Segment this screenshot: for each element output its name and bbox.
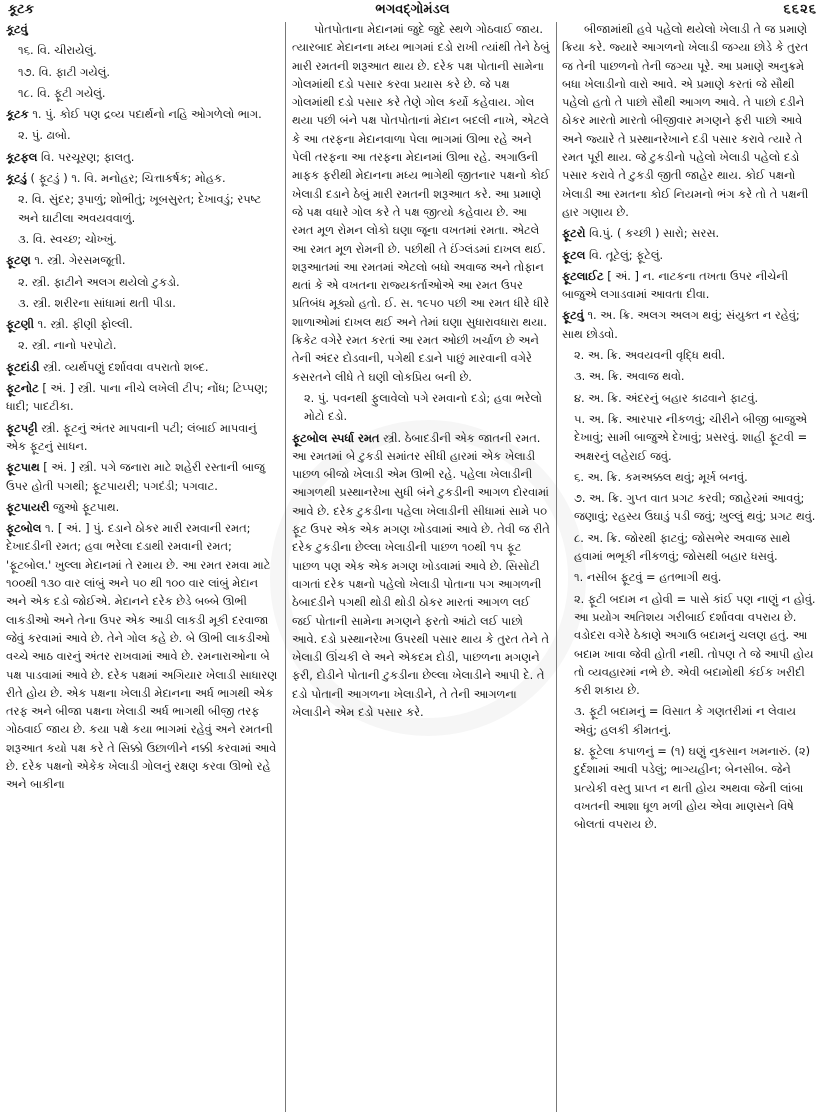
headword: કૂટફલ bbox=[6, 149, 38, 164]
definition-text: ૩. અ. ક્રિ. અવાજ થવો. bbox=[574, 369, 685, 384]
dictionary-entry bbox=[292, 429, 550, 722]
definition-text: ૨. ફૂટી બદામ ન હોવી = પાસે કાંઈ પણ નાણું ન હોવું. આ પ્રયોગ અતિશય ગરીબાઈ દર્શાવવા વપરાય છે. વડોદરા વગેરે ઠેકાણે અગાઉ બદામનું ચલણ હતું. આ બદામ ખાવા જેવી હોતી નથી. તોપણ તે જે આપી હોય તો વ્યવહારમાં નભે છે. એવી બદામોથી કંઈક ખરીદી કરી શકાય છે. bbox=[574, 591, 816, 698]
dictionary-entry bbox=[6, 148, 278, 166]
definition-text: ૧. પું. કોઈ પણ દ્રવ્ય પદાર્થનો નહિ ઓગળેલો ભાગ. bbox=[28, 107, 262, 122]
headword: કૂટડું bbox=[6, 171, 27, 186]
dictionary-entry bbox=[562, 267, 820, 304]
headword: ફૂટપાથ bbox=[6, 460, 40, 475]
dictionary-entry bbox=[6, 458, 278, 495]
definition-text: ૧. [ અં. ] પું. દડાને ઠોકર મારી રમવાની રમત; દેખાદડીની રમત; હવા ભરેલા દડાથી રમવાની રમત; 'ફૂટબોલ.' ખુલ્લા મેદાનમાં તે રમાય છે. આ રમત રમવા માટે ૧૦૦થી ૧૩૦ વાર લાંબું અને ૫૦ થી ૧૦૦ વાર લાંબું મેદાન અને એક દડો જોઈએ. મેદાનને દરેક છેડે બબ્બે ઊભી લાકડીઓ અને તેના ઉપર એક આડી લાકડી મૂકી દરવાજા જેવું કરવામાં આવે છે. તેને ગોલ કહે છે. બે ઊભી લાકડીઓ વચ્ચે આઠ વારનું અંતર રાખવામાં આવે છે. રમનારાઓના બે પક્ષ પાડવામાં આવે છે. દરેક પક્ષમાં અગિયાર ખેલાડી સાધારણ રીતે હોય છે. એક પક્ષના ખેલાડી મેદાનના અર્ધ ભાગથી એક તરફ અને બીજા પક્ષના ખેલાડી અર્ધ ભાગથી બીજી તરફ ગોઠવાઈ જાય છે. કયા પક્ષે કયા ભાગમાં રહેવું અને રમતની શરૂઆત કયો પક્ષ કરે તે સિક્કો ઉછાળીને નક્કી કરવામાં આવે છે. દરેક પક્ષનો એકેક ખેલાડી ગોલનું રક્ષણ કરવા ઊભો રહે અને બાકીના bbox=[6, 521, 278, 792]
headword: ફૂટવું bbox=[562, 308, 584, 323]
definition-text: ૩. વિ. સ્વચ્છ; ચોખ્ખું. bbox=[18, 231, 117, 246]
definition-text: પોતપોતાના મેદાનમાં જુદે જુદે સ્થળે ગોઠવાઈ જાય. ત્યારબાદ મેદાનના મધ્ય ભાગમાં દડો રાખી ત્યાંથી તેને ઠેબું મારી રમતની શરૂઆત થાય છે. દરેક પક્ષ પોતાની સામેના ગોલમાંથી દડો પસાર કરવા પ્રયાસ કરે છે. જે પક્ષ ગોલમાંથી દડો પસાર કરે તેણે ગોલ કર્યો કહેવાય. ગોલ થયા પછી બંને પક્ષ પોતપોતાનાં મેદાન બદલી નાખે, એટલે કે આ તરફના મેદાનવાળા પેલા ભાગમાં ઊભા રહે અને પેલી તરફના આ તરફના મેદાનમાં ઊભા રહે. અગાઉની માફક ફરીથી મેદાનના મધ્ય ભાગેથી જીતનાર પક્ષનો કોઈ ખેલાડી દડાને ઠેબું મારી રમતની શરૂઆત કરે. આ પ્રમાણે જે પક્ષ વધારે ગોલ કરે તે પક્ષ જીત્યો કહેવાય છે. આ રમત મૂળ રોમન લોકો ઘણા જૂના વખતમાં રમતા. એટલે આ રમત મૂળ રોમની છે. પછીથી તે ઈંગ્લંડમાં દાખલ થઈ. શરૂઆતમાં આ રમતમાં એટલો બધો અવાજ અને તોફાન થતાં કે એ વખતના રાજ્યકર્તાઓએ આ રમત ઉપર પ્રતિબંધ મૂક્યો હતો. ઈ. સ. ૧૯૫૦ પછી આ રમત ધીરે ધીરે શાળાઓમાં દાખલ થઈ અને તેમાં ઘણા સુધારાવધારા થયા. ક્રિકેટ વગેરે રમત કરતાં આ રમત ઓછી ખર્ચાળ છે અને તેની અંદર દોડવાની, પગેથી દડાને પાછું મારવાની વગેરે કસરતને લીધે તે ઘણી લોકપ્રિય બની છે. bbox=[292, 22, 550, 384]
definition-text: સ્ત્રી. ફૂટનું અંતર માપવાની પટી; લંબાઈ માપવાનું એક ફૂટનું સાધન. bbox=[6, 420, 257, 453]
dictionary-sub bbox=[6, 273, 278, 291]
dictionary-sub bbox=[6, 41, 278, 59]
dictionary-sub bbox=[562, 389, 820, 407]
dictionary-para bbox=[292, 20, 550, 386]
definition-text: ૧. સ્ત્રી. ગેરસમજૂતી. bbox=[30, 253, 126, 268]
headword: ફૂટપટ્ટી bbox=[6, 420, 38, 435]
definition-text: ૨. પું. ઢાબો. bbox=[18, 128, 71, 143]
definition-text: ૬. અ. ક્રિ. કમઅક્કલ થવું; મૂર્ખ બનવું. bbox=[574, 469, 748, 484]
definition-text: બીજામાંથી હવે પહેલો થયેલો ખેલાડી તે જ પ્રમાણે ક્રિયા કરે. જ્યારે આગળનો ખેલાડી જગ્યા છોડે કે તુરત જ તેની પાછળનો તેની જગ્યા પૂરે. આ પ્રમાણે અનુક્રમે બધા ખેલાડીનો વારો આવે. એ પ્રમાણે કરતાં જે સૌથી પહેલો હતો તે પાછો સૌથી આગળ આવે. તે પાછો દડીને ઠોકર મારતો મારતો બીજીવાર મગણને ફરી પાછો આવે અને જ્યારે તે પ્રસ્થાનરેખાને દડી પસાર કરાવે ત્યારે તે રમત પૂરી થાય. જે ટુકડીનો પહેલો ખેલાડી પહેલો દડો પસાર કરાવે તે ટુકડી જીતી જાહેર થાય. કોઈ પક્ષનો ખેલાડી આ રમતના કોઈ નિયમનો ભંગ કરે તો તે પક્ષની હાર ગણાય છે. bbox=[562, 22, 809, 219]
definition-text: ( ફૂટડું ) ૧. વિ. મનોહર; ચિત્તાકર્ષક; મોહક. bbox=[26, 171, 226, 186]
definition-text: વિ. તૂટેલું; ફૂટેલું. bbox=[585, 247, 664, 262]
dictionary-sub bbox=[6, 126, 278, 144]
dictionary-entry bbox=[562, 306, 820, 343]
headword: ફૂટદાંડી bbox=[6, 359, 40, 374]
column-2 bbox=[292, 20, 550, 1114]
dictionary-sub bbox=[562, 568, 820, 586]
definition-text: ૨. અ. ક્રિ. અવયવની વૃદ્ધિ થવી. bbox=[574, 348, 726, 363]
dictionary-entry bbox=[562, 246, 820, 264]
definition-text: [ અં. ] સ્ત્રી. પગે જનારા માટે શહેરી રસ્તાની બાજુ ઉપર હોતી પગથી; ફૂટપાયરી; પગદંડી; પગવાટ. bbox=[6, 460, 265, 493]
dictionary-sub bbox=[6, 294, 278, 312]
dictionary-sub bbox=[6, 190, 278, 227]
dictionary-sub bbox=[6, 63, 278, 81]
headword: ફૂટરો bbox=[562, 226, 586, 241]
dictionary-entry bbox=[6, 251, 278, 269]
definition-text: ૩. સ્ત્રી. શરીરના સાંધામાં થતી પીડા. bbox=[18, 295, 176, 310]
dictionary-entry bbox=[6, 169, 278, 187]
definition-text: ૨. સ્ત્રી. ફાટીને અલગ થયેલો ટુકડો. bbox=[18, 274, 180, 289]
headword: ફૂટનોટ bbox=[6, 381, 39, 396]
dictionary-title: ભગવદ્ગોમંડલ bbox=[375, 2, 450, 17]
definition-text: જુઓ ફૂટપાથ. bbox=[49, 499, 120, 514]
headword: ફૂટબોલ bbox=[6, 521, 42, 536]
dictionary-entry bbox=[562, 224, 820, 242]
column-3 bbox=[562, 20, 820, 1114]
column-rule-1 bbox=[285, 22, 286, 1112]
definition-text: ૧૭. વિ. ફાટી ગયેલું. bbox=[18, 64, 110, 79]
dictionary-sub bbox=[562, 529, 820, 566]
definition-text: ૪. ફૂટેલા કપાળનું = (૧) ઘણું નુકસાન ખમનારું. (૨) દુર્દશામાં આવી પડેલું; ભાગ્યહીન; બેનસીબ. જેને પ્રત્યેકી વસ્તુ પ્રાપ્ત ન થતી હોય અથવા જેની લાંબા વખતની આશા ધૂળ મળી હોય એવા માણસને વિષે બોલતાં વપરાય છે. bbox=[574, 743, 811, 832]
headword: ફૂટલાઈટ bbox=[562, 268, 604, 283]
dictionary-sub bbox=[562, 742, 820, 833]
definition-text: ૨. પું. પવનથી ફુલાવેલો પગે રમવાનો દડો; હવા ભરેલો મોટો દડો. bbox=[304, 390, 542, 424]
column-1 bbox=[6, 20, 278, 1114]
headword: ફૂટણ bbox=[6, 253, 31, 268]
page-number: ૬૬૨૬ bbox=[783, 2, 817, 17]
dictionary-entry bbox=[6, 358, 278, 376]
definition-text: [ અં. ] ન. નાટકના તખતા ઉપર નીચેની બાજુએ લગાડવામાં આવતા દીવા. bbox=[562, 268, 789, 302]
definition-text: વિ.પું. ( કચ્છી ) સારો; સરસ. bbox=[585, 226, 720, 241]
headword: ફૂટલ bbox=[562, 247, 586, 262]
dictionary-sub bbox=[6, 230, 278, 248]
dictionary-entry bbox=[6, 498, 278, 516]
dictionary-sub bbox=[562, 590, 820, 700]
page-header bbox=[0, 0, 825, 20]
headword: ફૂટબોલ સ્પર્ધા રમત bbox=[292, 430, 380, 445]
dictionary-running bbox=[6, 20, 278, 38]
definition-text: ૨. વિ. સુંદર; રૂપાળું; શોભીતું; ખૂબસુરત; દેખાવડું; રપષ્ટ અને ઘાટીલા અવયવવાળું. bbox=[18, 192, 262, 225]
definition-text: ૧૮. વિ. ફૂટી ગયેલું. bbox=[18, 85, 106, 100]
definition-text: કૂટવું bbox=[6, 22, 28, 36]
dictionary-sub bbox=[292, 389, 550, 426]
dictionary-sub bbox=[562, 489, 820, 526]
definition-text: સ્ત્રી. વ્યર્થપણું દર્શાવવા વપરાતો શબ્દ. bbox=[39, 359, 209, 374]
dictionary-entry bbox=[6, 519, 278, 793]
dictionary-entry bbox=[6, 315, 278, 333]
dictionary-sub bbox=[562, 410, 820, 465]
definition-text: ૧. અ. ક્રિ. અલગ અલગ થવું; સંયુક્ત ન રહેવું; સાથ છોડવો. bbox=[562, 308, 800, 341]
definition-text: ૧. સ્ત્રી. ફીણી ફોલ્લી. bbox=[33, 317, 133, 332]
headword: ફૂટણી bbox=[6, 317, 34, 332]
dictionary-entry bbox=[6, 379, 278, 416]
definition-text: ૧૬. વિ. ચીરાયેલું. bbox=[18, 43, 97, 58]
headword: ફૂટપાયરી bbox=[6, 499, 50, 514]
running-head-left: કૂટક bbox=[8, 2, 34, 17]
column-rule-2 bbox=[556, 22, 557, 1112]
definition-text: ૮. અ. ક્રિ. જોરથી ફાટવું; જોસભેર અવાજ સાથે હવામાં ભભૂકી નીકળવું; જોસથી બહાર ધસવું. bbox=[574, 530, 791, 564]
definition-text: ૨. સ્ત્રી. નાનો પરપોટો. bbox=[18, 338, 117, 353]
definition-text: [ અં. ] સ્ત્રી. પાના નીચે લખેલી ટીપ; નોંધ; ટિપ્પણ; ધાદી; પાદટીકા. bbox=[6, 381, 268, 414]
definition-text: ૭. અ. ક્રિ. ગુપ્ત વાત પ્રગટ કરવી; જાહેરમાં આવવું; જણાવું; રહસ્ય ઉઘાડું પડી જવું; ખુલ્લું થવું; પ્રગટ થવું. bbox=[574, 491, 816, 524]
definition-text: વિ. પરચૂરણ; ફાલતુ. bbox=[37, 149, 135, 164]
dictionary-entry bbox=[6, 105, 278, 123]
dictionary-entry bbox=[6, 419, 278, 456]
dictionary-sub bbox=[562, 367, 820, 385]
definition-text: ૫. અ. ક્રિ. આરપાર નીકળવું; ચીરીને બીજી બાજુએ દેખાવું; સામી બાજુએ દેખાવું; પ્રસરવું. શાહી ફૂટવી = અક્ષરનું લહેરાઈ જવું. bbox=[574, 411, 808, 463]
dictionary-sub bbox=[6, 336, 278, 354]
dictionary-sub bbox=[562, 702, 820, 739]
headword: કૂટક bbox=[6, 107, 29, 122]
dictionary-para bbox=[562, 20, 820, 221]
definition-text: સ્ત્રી. ઠેબાદડીની એક જાતની રમત. આ રમતમાં બે ટુકડી સમાંતર સીધી હારમાં એક ખેલાડી પાછળ બીજો ખેલાડી એમ ઊભી રહે. પહેલા ખેલાડીની આગળથી પ્રસ્થાનરેખા સુધી બંને ટુકડીની આગળ દોરવામાં આવે છે. દરેક ટુકડીના પહેલા ખેલાડીની સીધામાં સામે ૫૦ ફૂટ ઉપર એક એક મગણ ખોડવામાં આવે છે. તેવી જ રીતે દરેક ટુકડીના છેલ્લા ખેલાડીની પાછળ ૧૦થી ૧૫ ફૂટ પાછળ પણ એક એક મગણ ખોડવામાં આવે છે. સિસોટી વાગતાં દરેક પક્ષનો પહેલો ખેલાડી પોતાના પગ આગળની ઠેબાદડીને પગથી થોડી થોડી ઠોકર મારતાં આગળ લઈ જઈ પોતાની સામેના મગણને ફરતો આંટો લઈ પાછો આવે. દડો પ્રસ્થાનરેખા ઉપરથી પસાર થાય કે તુરત તેને તે ખેલાડી ઊંચકી લે અને એકદમ દોડી, પાછળના મગણને ફરી, દોડીને પોતાની ટુકડીના છેલ્લા ખેલાડીને આપી દે. તે દડો પોતાની આગળના ખેલાડીને, તે તેની આગળના ખેલાડીને એમ દડો પસાર કરે. bbox=[292, 430, 550, 719]
definition-text: ૩. ફૂટી બદામનું = વિસાત કે ગણતરીમાં ન લેવાય એવું; હલકી કીમતનું. bbox=[574, 704, 796, 737]
dictionary-sub bbox=[562, 468, 820, 486]
dictionary-sub bbox=[6, 84, 278, 102]
dictionary-sub bbox=[562, 346, 820, 364]
definition-text: ૪. અ. ક્રિ. અંદરનું બહાર કાઢવાને ફાટવું. bbox=[574, 390, 759, 405]
definition-text: ૧. નસીબ ફૂટવું = હતભાગી થવું. bbox=[574, 570, 722, 585]
